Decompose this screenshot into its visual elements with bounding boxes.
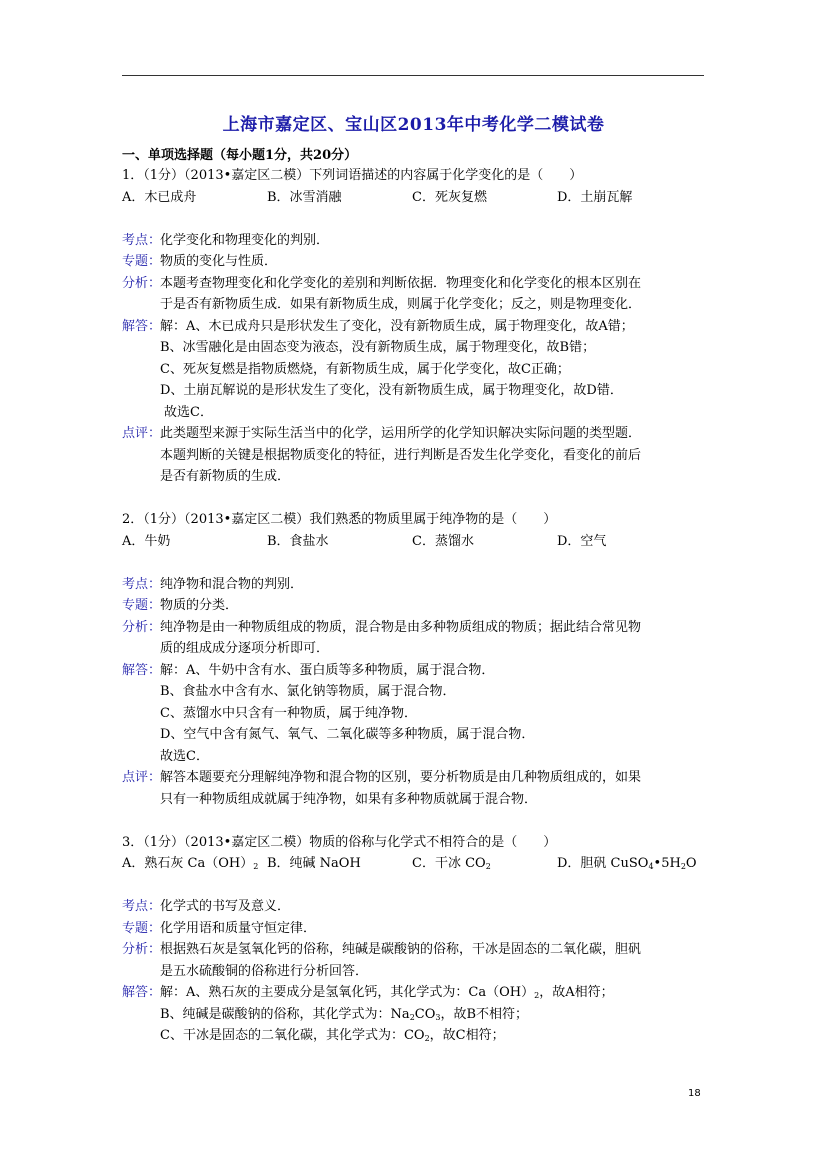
q2-options [122, 531, 712, 553]
q2-fenxi: 分析： 纯净物是由一种物质组成的物质，混合物是由多种物质组成的物质；据此结合常见物 [122, 617, 712, 639]
q3-jieda-line: B、纯碱是碳酸钠的俗称，其化学式为：$Na_2CO_3$，故B不相符； [160, 1006, 529, 1022]
q3-jieda-line: C、干冰是固态的二氧化碳，其化学式为：$CO_2$，故C相符； [160, 1028, 505, 1043]
q3-fenxi: 分析： 根据熟石灰是氢氧化钙的俗称，纯碱是碳酸钠的俗称，干冰是固态的二氧化碳，胆矾 [122, 939, 712, 961]
q1-stem: 1．（1分）（2013•嘉定区二模）下列词语描述的内容属于化学变化的是（ ） [122, 168, 583, 183]
label-zhuanti: 专题： [122, 254, 162, 269]
q3-zhuanti: 专题： 化学用语和质量守恒定律． [122, 918, 712, 940]
label-fenxi: 分析： [122, 275, 162, 291]
q2-jieda-line: D、空气中含有氮气、氧气、二氧化碳等多种物质，属于混合物． [160, 727, 535, 742]
q3-kaodian: 考点： 化学式的书写及意义． [122, 896, 712, 918]
q2-jieda-line: B、食盐水中含有水、氯化钠等物质，属于混合物． [160, 684, 456, 699]
label-zhuanti: 专题： [122, 920, 162, 936]
q2-stem: 2．（1分）（2013•嘉定区二模）我们熟悉的物质里属于纯净物的是（ ） [122, 512, 557, 527]
q1-dianping: 点评： 此类题型来源于实际生活当中的化学，运用所学的化学知识解决实际问题的类型题． [122, 423, 712, 445]
q1-kaodian: 考点： 化学变化和物理变化的判别． [122, 230, 712, 252]
header-rule [122, 75, 704, 76]
label-dianping: 点评： [122, 770, 162, 785]
q1-dianping-line: 本题判断的关键是根据物质变化的特征，进行判断是否发生化学变化，看变化的前后 [160, 447, 642, 463]
document-body [122, 165, 712, 1047]
q2-kaodian: 考点： 纯净物和混合物的判别． [122, 574, 712, 596]
label-jieda: 解答： [122, 985, 162, 1000]
q2-option-b: B．食盐水 [267, 533, 329, 549]
q3-options [122, 853, 712, 875]
q1-option-d: D．土崩瓦解 [557, 189, 633, 205]
q1-zhuanti: 专题： 物质的变化与性质． [122, 251, 712, 273]
label-kaodian: 考点： [122, 576, 162, 592]
q2-jieda-line: C、蒸馏水中只含有一种物质，属于纯净物． [160, 705, 417, 721]
label-fenxi: 分析： [122, 619, 162, 635]
q1-dianping-line: 是否有新物质的生成． [160, 469, 291, 484]
q1-options [122, 187, 712, 209]
q1-jieda-line: 故选C． [164, 404, 213, 420]
q1-option-b: B．冰雪消融 [267, 189, 342, 205]
q1-option-a: A．木已成舟 [122, 189, 197, 205]
q3-jieda: 解答： 解：A、熟石灰的主要成分是氢氧化钙，其化学式为：$Ca(OH)_2$，故A相符； [122, 982, 712, 1004]
q2-jieda: 解答： 解：A、牛奶中含有水、蛋白质等多种物质，属于混合物． [122, 660, 712, 682]
section-heading: 一、单项选择题（每小题1分，共20分） [122, 148, 358, 163]
q2-option-c: C．蒸馏水 [412, 533, 474, 549]
label-jieda: 解答： [122, 318, 162, 334]
page-number: 18 [688, 1088, 701, 1099]
q2-dianping: 点评： 解答本题要充分理解纯净物和混合物的区别，要分析物质是由几种物质组成的，如果 [122, 767, 712, 789]
q1-fenxi-line: 于是否有新物质生成．如果有新物质生成，则属于化学变化；反之，则是物理变化． [160, 297, 642, 312]
label-kaodian: 考点： [122, 899, 162, 914]
q2-jieda-line: 故选C． [160, 748, 209, 764]
q2-dianping-line: 只有一种物质组成就属于纯净物，如果有多种物质就属于混合物． [160, 791, 538, 807]
q3-fenxi-line: 是五水硫酸铜的俗称进行分析回答． [160, 963, 369, 979]
q3-option-c: C．干冰 $CO_2$ [412, 856, 491, 871]
q2-option-d: D．空气 [557, 533, 607, 549]
q2-option-a: A．牛奶 [122, 533, 171, 549]
q1-jieda-line: B、冰雪融化是由固态变为液态，没有新物质生成，属于物理变化，故B错； [160, 340, 596, 355]
q2-zhuanti: 专题： 物质的分类． [122, 595, 712, 617]
label-dianping: 点评： [122, 426, 162, 441]
label-zhuanti: 专题： [122, 598, 162, 613]
q3-option-a: A．熟石灰 $Ca(OH)_2$ [122, 856, 259, 871]
q3-stem: 3．（1分）（2013•嘉定区二模）物质的俗称与化学式不相符合的是（ ） [122, 834, 557, 850]
label-kaodian: 考点： [122, 232, 162, 248]
label-fenxi: 分析： [122, 942, 162, 957]
label-jieda: 解答： [122, 662, 162, 678]
q1-jieda: 解答： 解：A、木已成舟只是形状发生了变化，没有新物质生成，属于物理变化，故A错； [122, 316, 712, 338]
q1-option-c: C．死灰复燃 [412, 189, 487, 205]
q1-fenxi: 分析： 本题考查物理变化和化学变化的差别和判断依据．物理变化和化学变化的根本区别在 [122, 273, 712, 295]
page-title: 上海市嘉定区、宝山区2013年中考化学二模试卷 [222, 115, 605, 135]
q3-option-b: B．纯碱 NaOH [267, 856, 361, 871]
q1-jieda-line: D、土崩瓦解说的是形状发生了变化，没有新物质生成，属于物理变化，故D错． [160, 383, 623, 398]
q2-fenxi-line: 质的组成成分逐项分析即可． [160, 641, 330, 656]
q3-option-d: D．胆矾 $CuSO_4•5H_2O$ [557, 856, 697, 871]
q1-jieda-line: C、死灰复燃是指物质燃烧，有新物质生成，属于化学变化，故C正确； [160, 361, 570, 377]
